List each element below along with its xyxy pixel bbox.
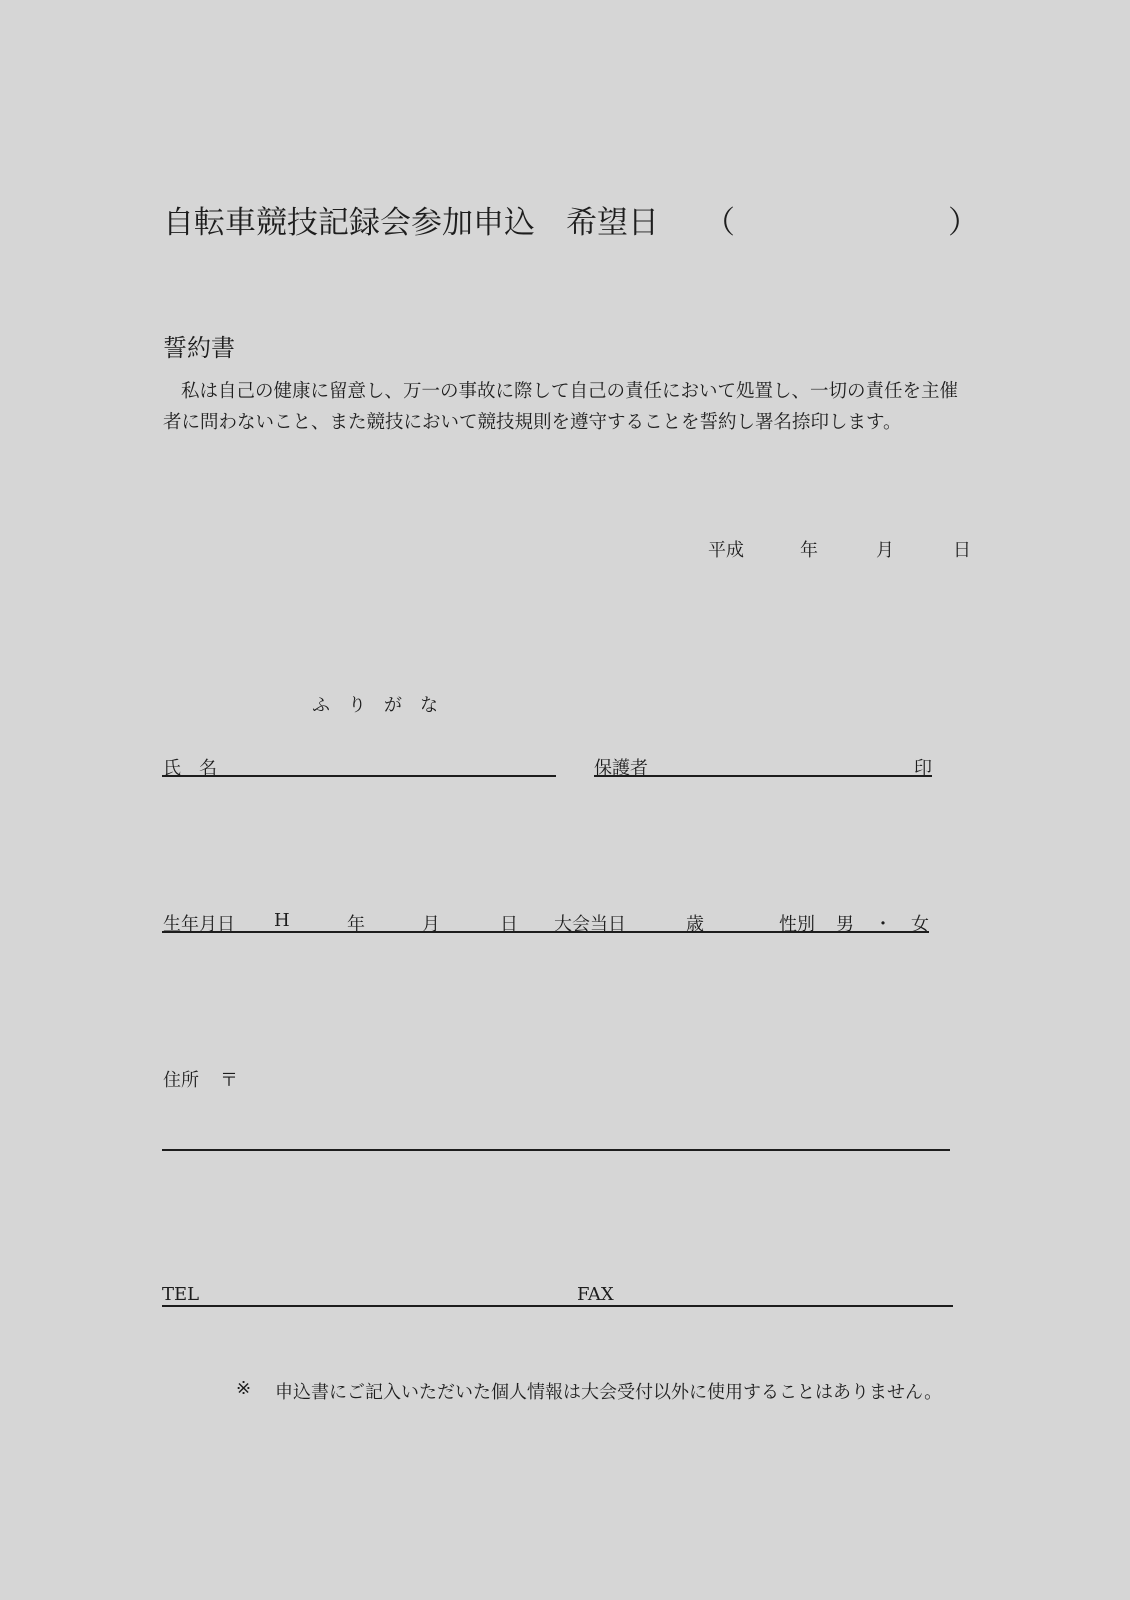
address-label: 住所	[163, 1070, 199, 1091]
title-paren-close: ）	[948, 205, 979, 241]
tel-fax-underline	[162, 1305, 953, 1307]
sex-female: 女	[911, 914, 929, 935]
seal-label: 印	[914, 758, 932, 779]
guardian-underline	[594, 775, 932, 777]
fax-label: FAX	[577, 1284, 614, 1305]
birth-era: H	[274, 910, 290, 931]
guardian-label: 保護者	[594, 758, 648, 779]
sex-label: 性別	[779, 914, 815, 935]
sex-male: 男	[836, 914, 854, 935]
furigana-label: ふ り が な	[312, 695, 438, 716]
date-day: 日	[953, 540, 971, 561]
date-month: 月	[876, 540, 894, 561]
postal-mark: 〒	[220, 1070, 238, 1091]
age-unit: 歳	[686, 914, 704, 935]
birth-month: 月	[422, 914, 440, 935]
birth-year: 年	[347, 914, 365, 935]
document-title: 自転車競技記録会参加申込 希望日	[163, 205, 659, 241]
birth-day: 日	[500, 914, 518, 935]
sex-separator: ・	[874, 914, 892, 935]
address-underline	[162, 1149, 950, 1151]
age-label: 大会当日	[554, 914, 626, 935]
note-mark: ※	[236, 1378, 252, 1399]
birth-label: 生年月日	[163, 914, 235, 935]
date-year: 年	[800, 540, 818, 561]
birth-underline	[162, 931, 929, 933]
tel-label: TEL	[162, 1284, 200, 1305]
name-underline	[162, 775, 556, 777]
name-label: 氏 名	[163, 758, 217, 779]
title-paren-open: （	[704, 205, 735, 241]
date-era: 平成	[708, 540, 744, 561]
pledge-heading: 誓約書	[163, 334, 235, 362]
note-text: 申込書にご記入いただいた個人情報は大会受付以外に使用することはありません。	[275, 1382, 943, 1403]
pledge-text-block	[163, 376, 973, 438]
pledge-text: 私は自己の健康に留意し、万一の事故に際して自己の責任において処置し、一切の責任を主催者に問わないこと、また競技において競技規則を遵守することを誓約し署名捺印します。	[163, 381, 959, 433]
